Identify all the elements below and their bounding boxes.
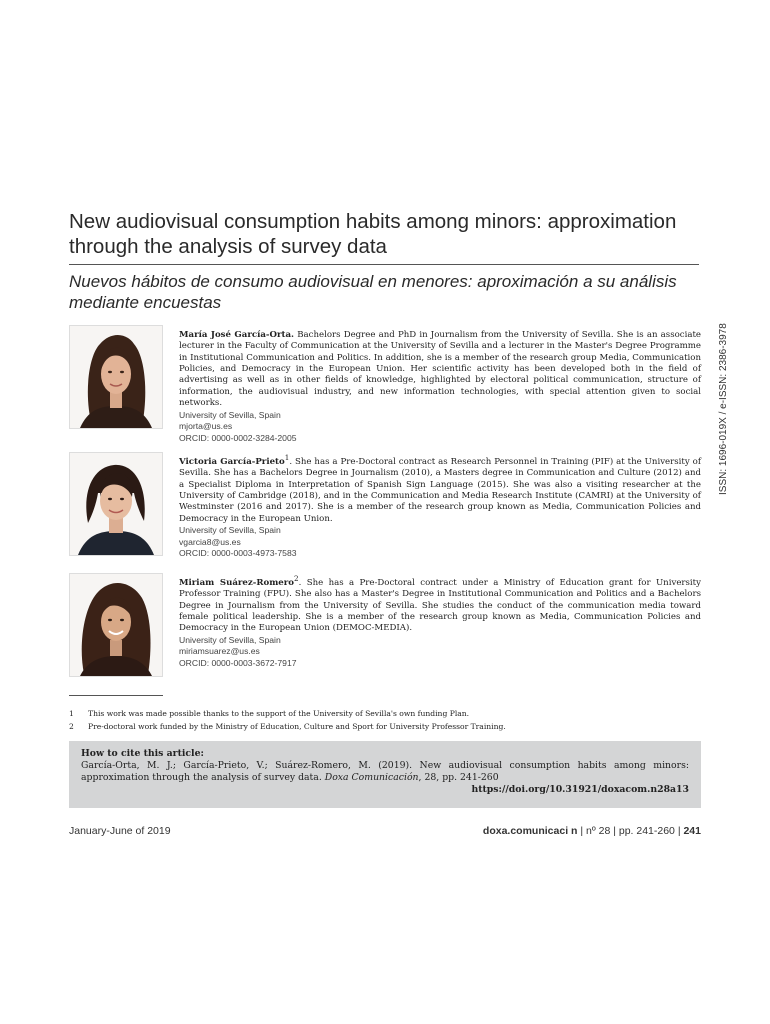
author-affiliation: University of Sevilla, Spain — [179, 525, 281, 536]
footnote-number: 2 — [69, 722, 74, 731]
author-bio-text: . She has a Pre-Doctoral contract under a Ministry of Education grant for University Professor Training (FPU). She also has a Master's Degree in Institutional Communication and Politics and a Bachelors Degree in Journalism from the University of Sevilla. She studies the conduct of the communication media toward female political leadership. She is a member of the research group known as Media, Communication Policies and Democracy in the European Union (DEMOC-MEDIA). — [179, 577, 701, 634]
footnote-number: 1 — [69, 709, 74, 718]
author-photo — [69, 573, 163, 677]
page-number: 241 — [683, 825, 701, 837]
author-footnote-ref[interactable]: 2 — [294, 574, 299, 583]
author-name: Miriam Suárez-Romero — [179, 577, 295, 588]
author-affiliation: University of Sevilla, Spain — [179, 409, 281, 420]
footnote-text: Pre-doctoral work funded by the Ministry of Education, Culture and Sport for University Professor Training. — [88, 722, 506, 731]
author-email[interactable]: mjorta@us.es — [179, 421, 233, 432]
footnote-text: This work was made possible thanks to the support of the University of Sevilla's own funding Plan. — [88, 709, 470, 718]
author-bio-text: Bachelors Degree and PhD in Journalism from the University of Sevilla. She is an associate lecturer in the Faculty of Communication at the University of Sevilla and a lecturer in the Master's Degree Programme in Institutional Communication and Politics. In addition, she is a member of the research group Media, Communication Policies, and Democracy in the European Union. Her scientific activity has been developed both in the field of advertising as well as in other fields of knowledge, highlighted by electoral political communication, structure of information, the audiovisual industry, and new information technologies, with special attention given to social networks. — [179, 329, 701, 409]
citation-pages: , 28, pp. 241-260 — [418, 772, 499, 783]
footnote — [69, 709, 699, 719]
citation-box — [69, 741, 701, 808]
author-bio-text: . She has a Pre-Doctoral contract as Research Personnel in Training (PIF) at the University of Sevilla. She has a Bachelors Degree in Journalism (2010), a Masters degree in Communication and Culture (2012) and a Specialist Diploma in Interpretation of Spanish Sign Language (2015). She was also a visiting researcher at the University of Cambridge (2018), and in the Communication and Media Research Institute (CAMRI) at the University of Westminster (2016 and 2017). She is a member of the research group known as Media, Communication Policies and Democracy in the European Union. — [179, 456, 701, 524]
author-footnote-ref[interactable]: 1 — [284, 453, 290, 462]
footnote — [69, 722, 699, 732]
footnote-divider — [69, 695, 163, 696]
author-name: María José García-Orta. — [179, 329, 295, 340]
author-orcid[interactable]: ORCID: 0000-0003-3672-7917 — [179, 657, 297, 668]
author-email[interactable]: miriamsuarez@us.es — [179, 646, 260, 657]
author-name: Victoria García-Prieto — [179, 456, 285, 467]
issue-pages: | nº 28 | pp. 241-260 | — [580, 825, 681, 837]
issue-date: January-June of 2019 — [69, 825, 171, 837]
author-orcid[interactable]: ORCID: 0000-0003-4973-7583 — [179, 548, 297, 559]
title-divider — [69, 264, 699, 265]
article-title: New audiovisual consumption habits among minors: approximation through the analysis of survey data — [69, 210, 677, 258]
author-photo — [69, 325, 163, 429]
author-bio — [179, 573, 701, 669]
citation-heading: How to cite this article: — [81, 748, 204, 759]
author-orcid[interactable]: ORCID: 0000-0002-3284-2005 — [179, 432, 297, 443]
issn-label: ISSN: 1696-019X / e-ISSN: 2386-3978 — [718, 323, 729, 495]
author-bio — [179, 325, 701, 444]
citation-doi-link[interactable]: https://doi.org/10.31921/doxacom.n28a13 — [471, 784, 689, 795]
author-email[interactable]: vgarcia8@us.es — [179, 536, 241, 547]
article-subtitle: Nuevos hábitos de consumo audiovisual en menores: aproximación a su análisis mediante encuestas — [69, 272, 677, 312]
journal-name: doxa.comunicaci n — [482, 825, 578, 837]
page-footer — [483, 825, 701, 837]
citation-authors-title: García-Orta, M. J.; García-Prieto, V.; Suárez-Romero, M. (2019). New audiovisual consumption habits among minors: approximation through the analysis of survey data. — [81, 760, 689, 783]
author-photo — [69, 452, 163, 556]
citation-text — [81, 760, 689, 784]
author-bio — [179, 452, 701, 560]
citation-journal: Doxa Comunicación — [324, 772, 419, 783]
author-affiliation: University of Sevilla, Spain — [179, 634, 281, 645]
